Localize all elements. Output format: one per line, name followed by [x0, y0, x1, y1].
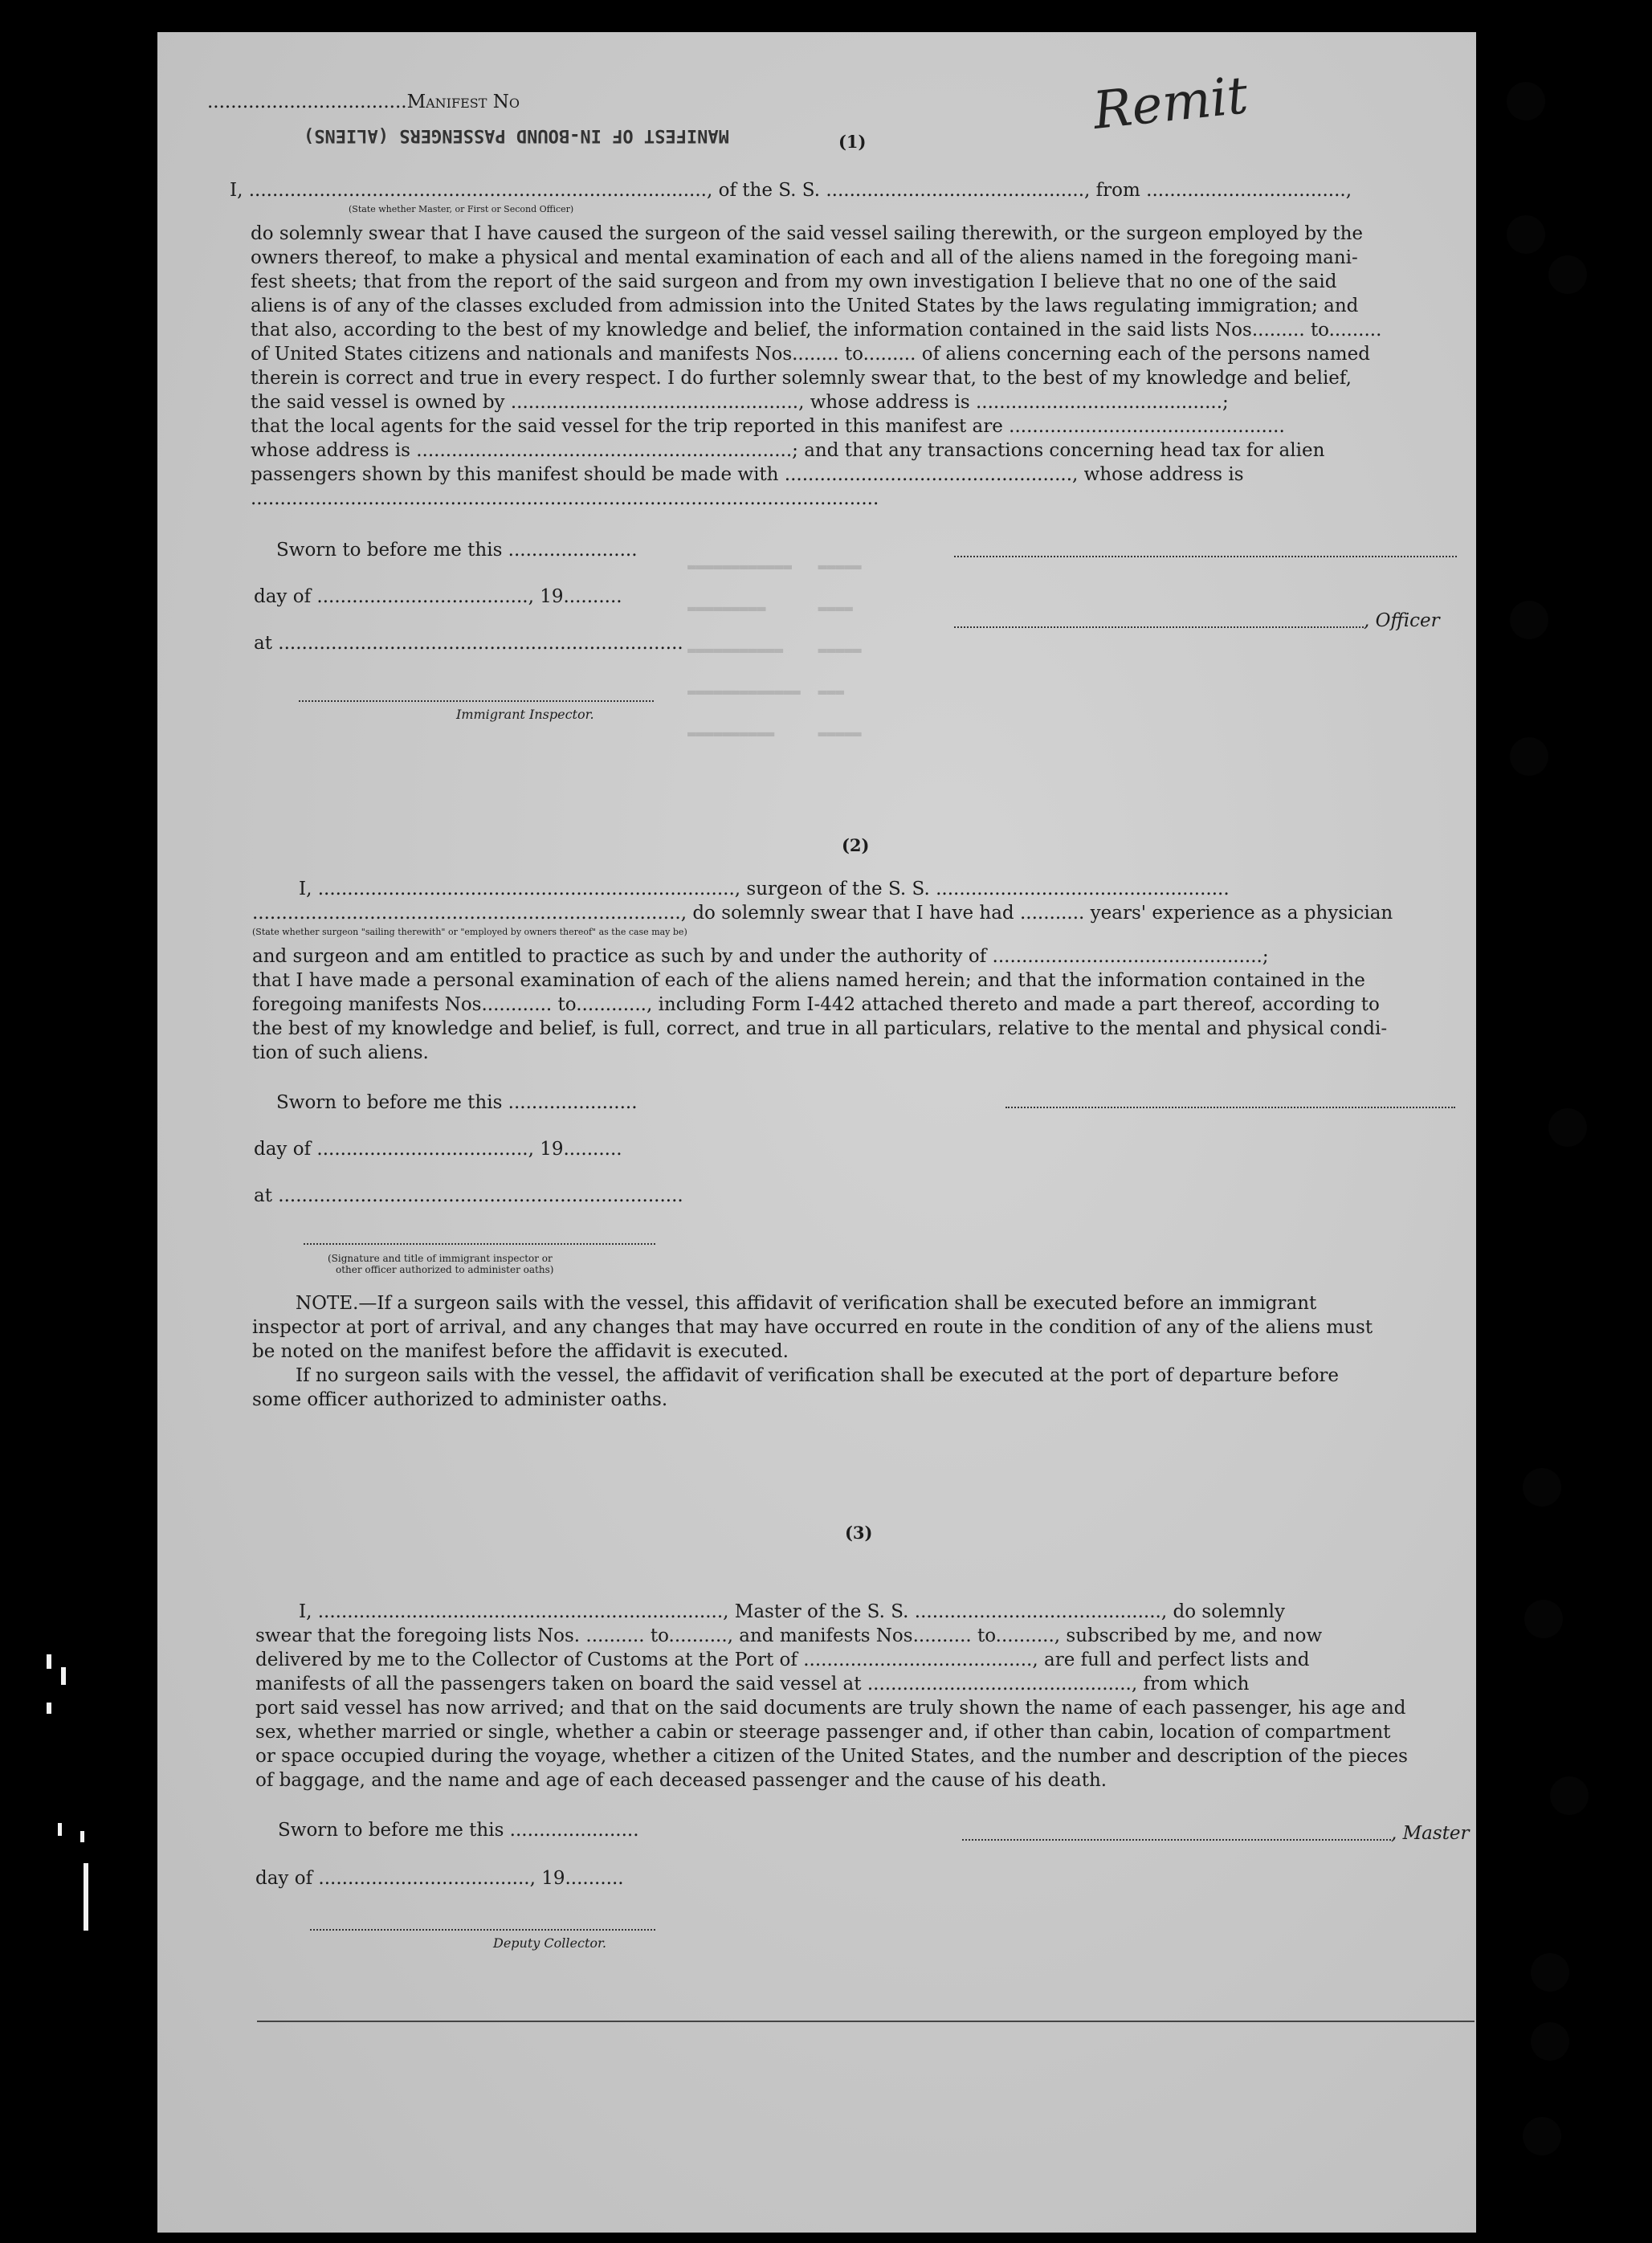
section-2-sworn: Sworn to before me this ......................: [276, 1092, 638, 1113]
signature-note-2: other officer authorized to administer oaths): [336, 1264, 554, 1275]
section-1-at: at .....................................................................: [254, 633, 683, 654]
section-1-line: therein is correct and true in every respect. I do further solemnly swear that, to the best of my knowledge and belief,: [251, 368, 1352, 389]
section-2-under-label: (State whether surgeon "sailing therewith" or "employed by owners thereof" as the case may be): [252, 927, 687, 937]
bleed-through-text: ▬▬▬▬▬▬▬▬▬▬▬▬ ▬▬▬▬▬ ▬▬▬▬▬▬▬▬▬ ▬▬▬▬ ▬▬▬▬▬▬▬▬▬▬▬ ▬▬▬▬▬ ▬▬▬▬▬▬▬▬▬▬▬▬▬ ▬▬▬ ▬▬▬▬▬▬▬▬▬▬ ▬▬▬▬▬: [687, 558, 862, 742]
section-3-line: port said vessel has now arrived; and that on the said documents are truly shown the name of each passenger, his age and: [255, 1698, 1406, 1719]
edge-mark: [61, 1667, 66, 1685]
section-1-line: that the local agents for the said vessel for the trip reported in this manifest are ...............................................: [251, 416, 1285, 437]
edge-mark: [47, 1654, 51, 1669]
section-3-line: swear that the foregoing lists Nos. .......... to.........., and manifests Nos.......... to.........., subscribed by me, and now: [255, 1625, 1323, 1646]
inspector-label: Immigrant Inspector.: [456, 707, 594, 722]
punch-hole: [1548, 255, 1587, 294]
document-page: [157, 32, 1476, 2233]
section-1-line: of United States citizens and nationals and manifests Nos........ to......... of aliens concerning each of the persons named: [251, 344, 1370, 365]
note-line: If no surgeon sails with the vessel, the affidavit of verification shall be executed at the port of departure before: [296, 1365, 1340, 1386]
section-1-line: aliens is of any of the classes excluded from admission into the United States by the laws regulating immigration; and: [251, 296, 1359, 316]
mirrored-title: MANIFEST OF IN-BOUND PASSENGERS (ALIENS): [304, 125, 729, 145]
section-3-line: I, ....................................................................., Master of the S. S. .........................................., do solemnly: [299, 1601, 1285, 1622]
master-label: , Master: [1391, 1823, 1470, 1844]
authorized-officer-line: [304, 1243, 655, 1245]
section-2-line: and surgeon and am entitled to practice as such by and under the authority of ..............................................;: [252, 946, 1269, 967]
section-1-paragraph: [251, 222, 1381, 511]
section-1-intro: I, .............................................................................., of the S. S. ............................................, from ..................................,: [230, 180, 1352, 201]
section-1-line: fest sheets; that from the report of the said surgeon and from my own investigation I believe that no one of the said: [251, 271, 1337, 292]
edge-mark: [47, 1703, 51, 1714]
punch-hole: [1548, 1108, 1587, 1147]
section-2-number: (2): [842, 835, 870, 855]
section-3-line: sex, whether married or single, whether a cabin or steerage passenger and, if other than cabin, location of compartment: [255, 1722, 1391, 1743]
footer-rule: [257, 2021, 1475, 2022]
note-line: inspector at port of arrival, and any changes that may have occurred en route in the condition of any of the aliens must: [252, 1317, 1373, 1338]
edge-mark: [80, 1831, 84, 1842]
section-1-line: whose address is ................................................................; and that any transactions concerning head tax for alien: [251, 440, 1325, 461]
officer-signature-line-1: [954, 556, 1457, 557]
punch-hole: [1507, 82, 1545, 120]
punch-hole: [1510, 601, 1548, 639]
section-1-line: that also, according to the best of my knowledge and belief, the information contained in the said lists Nos......... to.........: [251, 320, 1382, 341]
note-line: some officer authorized to administer oaths.: [252, 1389, 668, 1410]
section-3-line: of baggage, and the name and age of each deceased passenger and the cause of his death.: [255, 1770, 1107, 1791]
manifest-number: ..................................Manifest No: [207, 92, 520, 112]
signature-note-1: (Signature and title of immigrant inspector or: [328, 1253, 553, 1264]
section-1-day-of: day of ...................................., 19..........: [254, 586, 622, 607]
section-3-paragraph: [255, 1600, 1408, 1792]
officer-signature-line-2: [954, 626, 1364, 628]
edge-mark: [84, 1863, 88, 1931]
note-paragraph: [252, 1291, 1373, 1412]
handwritten-annotation: Remit: [1090, 66, 1251, 141]
section-1-line: owners thereof, to make a physical and mental examination of each and all of the aliens named in the foregoing mani-: [251, 247, 1358, 268]
section-3-line: delivered by me to the Collector of Customs at the Port of ......................................., are full and perfect lists and: [255, 1650, 1310, 1670]
section-1-line: passengers shown by this manifest should be made with ................................................., whose address is: [251, 464, 1244, 485]
note-line: be noted on the manifest before the affidavit is executed.: [252, 1341, 789, 1362]
master-signature-line: [962, 1839, 1391, 1841]
punch-hole: [1531, 2022, 1569, 2061]
section-2-line: the best of my knowledge and belief, is full, correct, and true in all particulars, relative to the mental and physical condi-: [252, 1018, 1388, 1039]
section-2-paragraph: [252, 944, 1387, 1065]
inspector-signature-line: [299, 700, 654, 702]
punch-hole: [1550, 1776, 1589, 1815]
collector-signature-line: [310, 1929, 655, 1931]
surgeon-signature-line: [1005, 1107, 1455, 1108]
punch-hole: [1523, 2117, 1561, 2155]
section-2-day-of: day of ...................................., 19..........: [254, 1139, 622, 1160]
section-3-line: or space occupied during the voyage, whether a citizen of the United States, and the number and description of the pieces: [255, 1746, 1408, 1767]
section-1-line: ...........................................................................................................: [251, 488, 879, 509]
punch-hole: [1524, 1600, 1563, 1638]
section-2-at: at .....................................................................: [254, 1185, 683, 1206]
collector-label: Deputy Collector.: [493, 1935, 606, 1951]
section-3-number: (3): [845, 1523, 873, 1543]
section-3-sworn: Sworn to before me this ......................: [278, 1820, 639, 1841]
section-2-line-2: ........................................................................., do solemnly swear that I have had ........... years' experience as a physician: [252, 903, 1393, 924]
section-2-line: foregoing manifests Nos............ to............, including Form I-442 attached thereto and made a part thereof, according to: [252, 994, 1380, 1015]
section-2-line: tion of such aliens.: [252, 1042, 429, 1063]
section-3-line: manifests of all the passengers taken on board the said vessel at ............................................., from which: [255, 1674, 1250, 1694]
officer-label: , Officer: [1364, 610, 1440, 631]
section-1-sworn: Sworn to before me this ......................: [276, 540, 638, 561]
section-1-under-label: (State whether Master, or First or Second Officer): [349, 204, 574, 214]
section-1-line: the said vessel is owned by ................................................., whose address is ..........................................;: [251, 392, 1229, 413]
section-1-line: do solemnly swear that I have caused the surgeon of the said vessel sailing therewith, or the surgeon employed by the: [251, 223, 1364, 244]
section-2-line: that I have made a personal examination of each of the aliens named herein; and that the information contained in the: [252, 970, 1365, 991]
section-2-line-1: I, ......................................................................., surgeon of the S. S. ..................................................: [299, 879, 1230, 899]
punch-hole: [1531, 1953, 1569, 1992]
punch-hole: [1523, 1468, 1561, 1507]
punch-hole: [1507, 215, 1545, 254]
section-3-day-of: day of ...................................., 19..........: [255, 1868, 624, 1889]
punch-hole: [1510, 737, 1548, 776]
note-line: NOTE.—If a surgeon sails with the vessel, this affidavit of verification shall be executed before an immigrant: [296, 1293, 1317, 1314]
section-1-number: (1): [838, 132, 867, 152]
edge-mark: [58, 1823, 62, 1836]
